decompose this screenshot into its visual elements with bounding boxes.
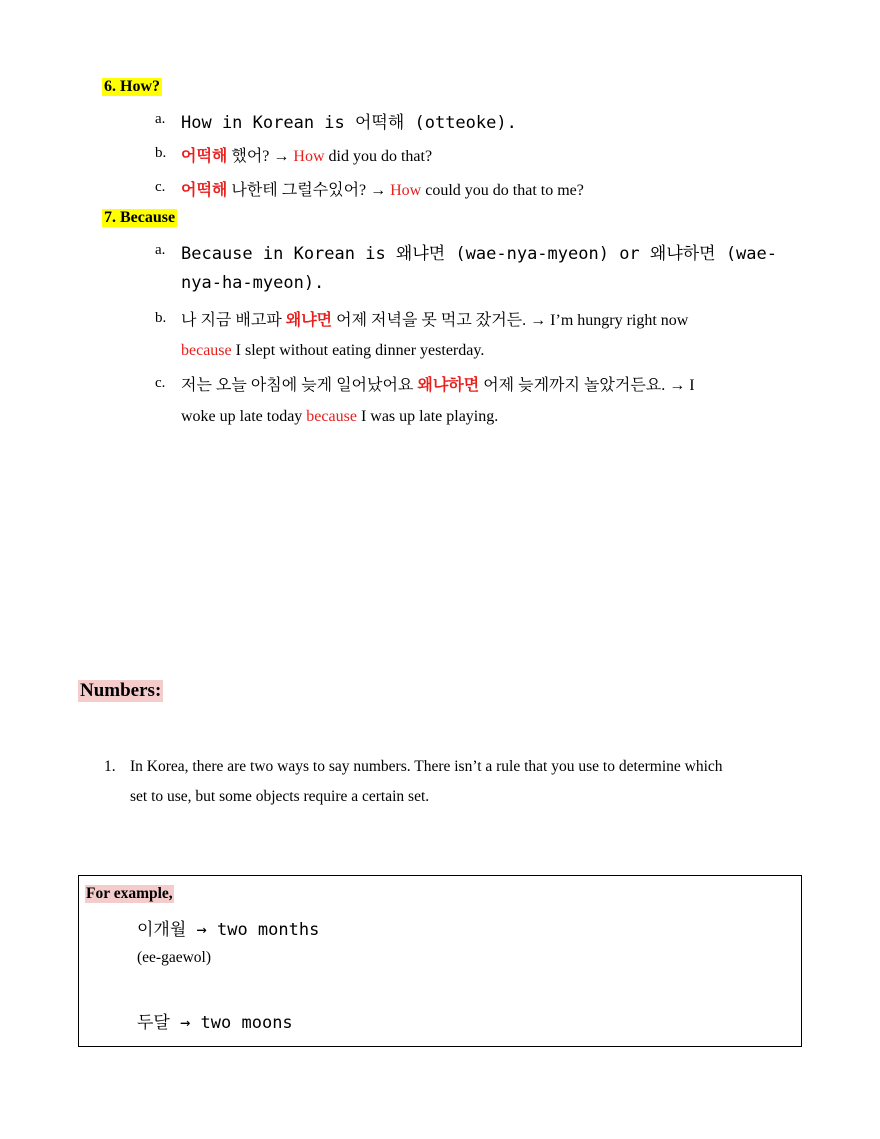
example-line-1: 이개월 → two months	[137, 920, 320, 940]
english-text: I was up late playing.	[356, 408, 499, 425]
korean-highlight: 왜냐면	[285, 312, 333, 329]
list-marker: b.	[155, 145, 167, 161]
english-highlight: because	[306, 408, 357, 425]
example-line-2: (ee-gaewol)	[137, 949, 212, 966]
english-text: did you do that?	[324, 148, 433, 165]
korean-text: 나 지금 배고파	[181, 312, 286, 329]
list-marker: b.	[155, 310, 167, 326]
section-6-heading: 6. How?	[104, 78, 160, 95]
list-marker: a.	[155, 242, 166, 258]
numbers-heading: Numbers:	[80, 680, 162, 701]
english-text: could you do that to me?	[421, 182, 584, 199]
korean-text: 나한테 그럴수있어? →	[227, 182, 391, 199]
sec6-item-c	[181, 177, 584, 200]
korean-text: 어제 저녁을 못 먹고 잤거든.	[332, 312, 527, 329]
section-7-heading: 7. Because	[104, 209, 176, 226]
sec6-item-a: How in Korean is 어떡해 (otteoke).	[181, 113, 517, 133]
english-text: woke up late today	[181, 408, 307, 425]
english-text: I slept without eating dinner yesterday.	[231, 342, 485, 359]
korean-highlight: 왜냐하면	[417, 377, 480, 394]
korean-text: 저는 오늘 아침에 늦게 일어났어요	[181, 377, 418, 394]
korean-highlight: 어떡해	[181, 148, 228, 165]
korean-text: 했어? →	[227, 148, 294, 165]
english-text: → I	[665, 377, 695, 394]
sec7-item-c-line2	[181, 408, 498, 426]
english-highlight: because	[181, 342, 232, 359]
korean-text: 어제 늦게까지 놀았거든요.	[479, 377, 666, 394]
list-marker: a.	[155, 111, 166, 127]
example-label: For example,	[86, 885, 173, 902]
list-marker: 1.	[104, 758, 116, 775]
list-marker: c.	[155, 179, 166, 195]
sec7-item-a-line2: nya-ha-myeon).	[181, 273, 325, 293]
english-text: → I’m hungry right now	[526, 312, 689, 329]
sec7-item-b-line2	[181, 342, 484, 360]
english-highlight: How	[390, 182, 422, 199]
example-box	[78, 875, 802, 1047]
example-line-3: 두달 → two moons	[137, 1013, 293, 1033]
numbers-item-line1: In Korea, there are two ways to say numbers. There isn’t a rule that you use to determine which	[130, 758, 723, 775]
korean-highlight: 어떡해	[181, 182, 228, 199]
english-highlight: How	[293, 148, 325, 165]
sec6-item-b	[181, 143, 432, 166]
sec7-item-a-line1: Because in Korean is 왜냐면 (wae-nya-myeon) or 왜냐하면 (wae-	[181, 244, 777, 264]
sec7-item-b-line1	[181, 307, 688, 330]
list-marker: c.	[155, 375, 166, 391]
sec7-item-c-line1	[181, 372, 695, 395]
numbers-item-line2: set to use, but some objects require a certain set.	[130, 788, 430, 805]
